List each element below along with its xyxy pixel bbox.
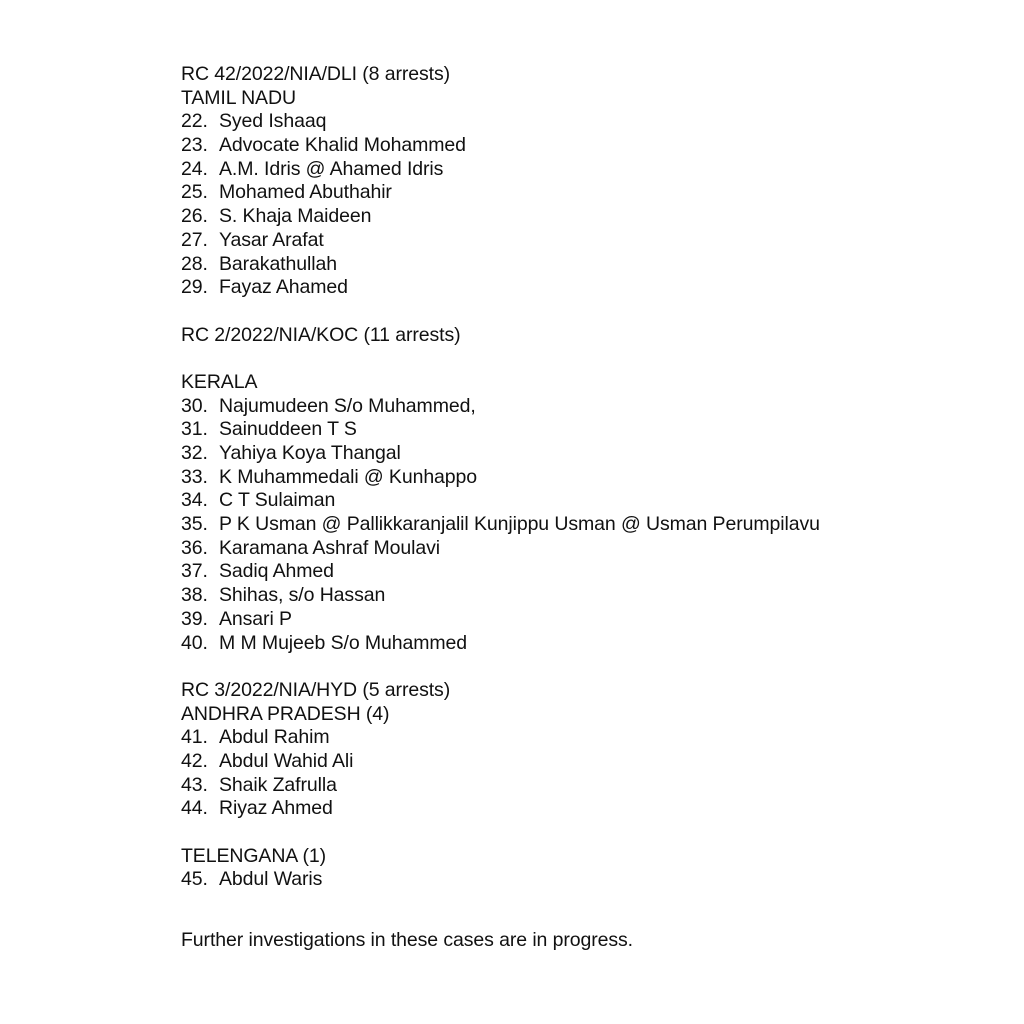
- item-number: 38.: [181, 584, 208, 607]
- item-name: P K Usman @ Pallikkaranjalil Kunjippu Usman @ Usman Perumpilavu: [219, 513, 820, 536]
- item-number: 31.: [181, 418, 208, 441]
- item-number: 45.: [181, 868, 208, 891]
- list-item: [181, 537, 981, 561]
- case-heading: RC 2/2022/NIA/KOC (11 arrests): [181, 323, 461, 346]
- item-name: C T Sulaiman: [219, 489, 336, 512]
- item-name: Shaik Zafrulla: [219, 773, 337, 796]
- list-item: [181, 608, 981, 632]
- spacer: [181, 347, 981, 371]
- item-number: 24.: [181, 157, 208, 180]
- item-number: 29.: [181, 276, 208, 299]
- list-item: [181, 560, 981, 584]
- list-item: [181, 442, 981, 466]
- list-item: [181, 205, 981, 229]
- item-name: S. Khaja Maideen: [219, 205, 372, 228]
- item-number: 30.: [181, 394, 208, 417]
- spacer: [181, 892, 981, 929]
- item-name: A.M. Idris @ Ahamed Idris: [219, 157, 444, 180]
- item-number: 34.: [181, 489, 208, 512]
- item-name: Yahiya Koya Thangal: [219, 442, 401, 464]
- item-number: 25.: [181, 181, 208, 204]
- state-heading: ANDHRA PRADESH (4): [181, 702, 390, 725]
- item-number: 27.: [181, 228, 208, 251]
- list-item: [181, 750, 981, 774]
- list-item: [181, 797, 981, 821]
- state-heading: TELENGANA (1): [181, 844, 326, 867]
- list-item: [181, 489, 981, 513]
- item-name: Shihas, s/o Hassan: [219, 584, 386, 607]
- item-name: M M Mujeeb S/o Muhammed: [219, 631, 468, 654]
- item-name: Najumudeen S/o Muhammed,: [219, 394, 476, 417]
- item-name: Barakathullah: [219, 252, 337, 275]
- item-number: 35.: [181, 513, 208, 536]
- item-number: 23.: [181, 134, 208, 157]
- item-number: 22.: [181, 110, 208, 133]
- item-number: 44.: [181, 797, 208, 820]
- list-item: [181, 868, 981, 892]
- spacer: [181, 821, 981, 845]
- item-name: Karamana Ashraf Moulavi: [219, 536, 440, 559]
- list-item: [181, 774, 981, 798]
- list-item: [181, 181, 981, 205]
- item-name: Sainuddeen T S: [219, 418, 357, 441]
- document-page: [181, 63, 981, 953]
- list-item: [181, 253, 981, 277]
- item-name: Abdul Waris: [219, 868, 323, 891]
- item-name: Yasar Arafat: [219, 228, 324, 251]
- item-name: Riyaz Ahmed: [219, 797, 333, 820]
- spacer: [181, 655, 981, 679]
- footer-note: Further investigations in these cases are in progress.: [181, 929, 633, 952]
- item-number: 40.: [181, 631, 208, 654]
- item-number: 41.: [181, 726, 208, 749]
- list-item: [181, 632, 981, 656]
- item-name: Abdul Wahid Ali: [219, 749, 354, 772]
- list-item: [181, 134, 981, 158]
- spacer: [181, 300, 981, 324]
- list-item: [181, 158, 981, 182]
- item-name: K Muhammedali @ Kunhappo: [219, 465, 478, 488]
- list-item: [181, 466, 981, 490]
- state-heading: TAMIL NADU: [181, 86, 296, 109]
- list-item: [181, 584, 981, 608]
- item-name: Mohamed Abuthahir: [219, 181, 392, 204]
- list-item: [181, 418, 981, 442]
- list-item: [181, 726, 981, 750]
- list-item: [181, 229, 981, 253]
- item-name: Advocate Khalid Mohammed: [219, 134, 466, 157]
- item-number: 32.: [181, 442, 208, 464]
- item-number: 33.: [181, 465, 208, 488]
- case-heading: RC 42/2022/NIA/DLI (8 arrests): [181, 63, 451, 85]
- item-number: 42.: [181, 749, 208, 772]
- item-number: 26.: [181, 205, 208, 228]
- item-name: Abdul Rahim: [219, 726, 330, 749]
- item-number: 43.: [181, 773, 208, 796]
- item-name: Sadiq Ahmed: [219, 560, 334, 583]
- state-heading: KERALA: [181, 370, 258, 393]
- item-name: Ansari P: [219, 607, 292, 630]
- item-name: Fayaz Ahamed: [219, 276, 348, 299]
- list-item: [181, 513, 981, 537]
- item-number: 36.: [181, 536, 208, 559]
- item-name: Syed Ishaaq: [219, 110, 327, 133]
- list-item: [181, 276, 981, 300]
- case-heading: RC 3/2022/NIA/HYD (5 arrests): [181, 678, 451, 701]
- item-number: 28.: [181, 252, 208, 275]
- item-number: 37.: [181, 560, 208, 583]
- list-item: [181, 110, 981, 134]
- list-item: [181, 395, 981, 419]
- item-number: 39.: [181, 607, 208, 630]
